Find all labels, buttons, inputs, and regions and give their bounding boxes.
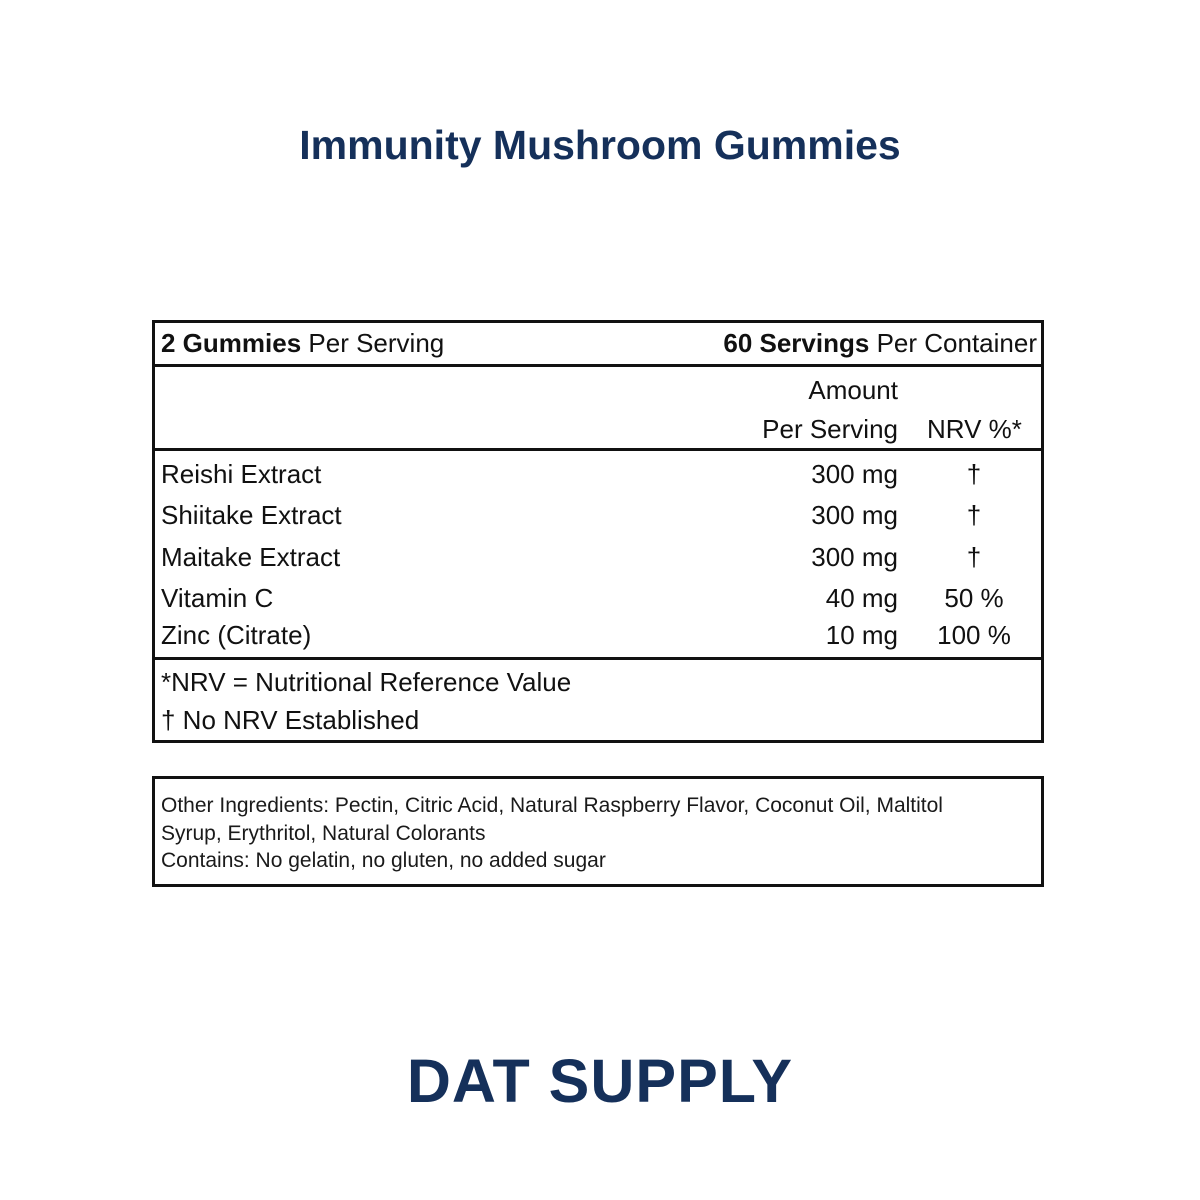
amount-header-line2: Per Serving [762, 414, 898, 444]
nutrient-amount: 300 mg [811, 542, 898, 572]
servings-per-container [723, 326, 1037, 360]
serving-size-label: Per Serving [301, 328, 445, 358]
nutrient-amount: 300 mg [811, 459, 898, 489]
nutrient-nrv: † [966, 459, 982, 489]
nutrient-amount: 40 mg [825, 583, 898, 613]
divider-rule [155, 448, 1041, 451]
nutrient-nrv: 100 % [937, 620, 1011, 650]
nutrient-nrv: 50 % [944, 583, 1004, 613]
nutrient-amount: 10 mg [825, 620, 898, 650]
nutrient-name: Shiitake Extract [161, 500, 342, 530]
nutrient-nrv: † [966, 542, 982, 572]
nrv-header: NRV %* [927, 414, 1022, 444]
ingredients-line: Other Ingredients: Pectin, Citric Acid, Natural Raspberry Flavor, Coconut Oil, Maltitol [161, 794, 943, 817]
other-ingredients-box [152, 776, 1044, 887]
servings-count-label: Per Container [869, 328, 1037, 358]
amount-header-line1: Amount [808, 375, 898, 405]
contains-statement: Contains: No gelatin, no gluten, no added sugar [161, 849, 606, 872]
nutrient-name: Maitake Extract [161, 542, 341, 572]
serving-size [161, 326, 444, 360]
nutrient-name: Vitamin C [161, 583, 274, 613]
ingredients-line: Syrup, Erythritol, Natural Colorants [161, 821, 486, 845]
nutrient-name: Reishi Extract [161, 459, 322, 489]
brand-logo-text: DAT SUPPLY [406, 1047, 794, 1115]
divider-rule [155, 657, 1041, 660]
supplement-facts-panel [152, 320, 1044, 743]
serving-size-amount: 2 Gummies [161, 328, 302, 358]
nutrient-nrv: † [966, 500, 982, 530]
servings-count: 60 Servings [723, 328, 870, 358]
nutrient-name: Zinc (Citrate) [161, 620, 312, 650]
product-title: Immunity Mushroom Gummies [299, 122, 901, 168]
divider-rule [155, 364, 1041, 367]
nutrient-amount: 300 mg [811, 500, 898, 530]
nrv-definition-footnote: *NRV = Nutritional Reference Value [161, 667, 572, 697]
no-nrv-footnote: † No NRV Established [161, 705, 420, 735]
